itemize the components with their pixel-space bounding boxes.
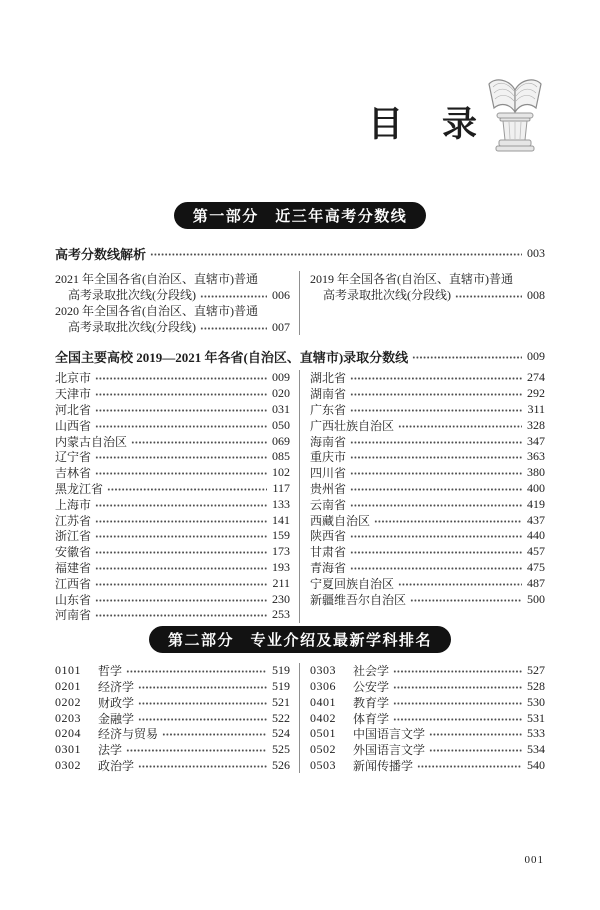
province-row xyxy=(310,591,545,607)
province-row xyxy=(310,370,545,386)
major-code: 0401 xyxy=(310,694,336,709)
dot-leader xyxy=(107,487,267,492)
major-page: 522 xyxy=(272,710,290,725)
dot-leader xyxy=(350,408,522,413)
entry-line1: 2021 年全国各省(自治区、直辖市)普通 xyxy=(55,272,258,286)
dot-leader xyxy=(350,503,522,508)
provinces-block xyxy=(55,370,545,623)
province-name: 云南省 xyxy=(310,497,347,512)
province-name: 宁夏回族自治区 xyxy=(310,576,395,591)
majors-block xyxy=(55,663,545,774)
province-row xyxy=(310,386,545,402)
university-label: 全国主要高校 2019—2021 年各省(自治区、直辖市)录取分数线 xyxy=(55,349,409,365)
province-name: 江西省 xyxy=(55,576,92,591)
province-row xyxy=(55,417,290,433)
major-name: 法学 xyxy=(98,743,123,758)
dot-leader xyxy=(200,294,267,299)
major-row xyxy=(55,758,290,774)
part1-header: 第一部分 近三年高考分数线 xyxy=(174,202,427,229)
province-row xyxy=(55,496,290,512)
major-page: 534 xyxy=(527,742,545,757)
province-name: 山东省 xyxy=(55,592,92,607)
dot-leader xyxy=(350,440,522,445)
province-name: 福建省 xyxy=(55,560,92,575)
province-page: 347 xyxy=(527,433,545,448)
major-name: 外国语言文学 xyxy=(353,743,426,758)
province-name: 陕西省 xyxy=(310,529,347,544)
major-page: 533 xyxy=(527,726,545,741)
dot-leader xyxy=(95,566,267,571)
entry-line2-label: 高考录取批次线(分段线) xyxy=(323,288,451,302)
entry-page: 008 xyxy=(527,288,545,302)
major-row xyxy=(310,663,545,679)
province-row xyxy=(55,465,290,481)
major-code: 0306 xyxy=(310,678,336,693)
province-page: 440 xyxy=(527,528,545,543)
major-name: 哲学 xyxy=(98,664,123,679)
province-page: 253 xyxy=(272,607,290,622)
province-page: 085 xyxy=(272,449,290,464)
province-name: 北京市 xyxy=(55,371,92,386)
province-row xyxy=(310,496,545,512)
toc-entry xyxy=(55,303,290,335)
dot-leader xyxy=(126,748,267,753)
province-page: 009 xyxy=(272,370,290,385)
dot-leader xyxy=(95,503,267,508)
province-name: 湖南省 xyxy=(310,387,347,402)
major-page: 531 xyxy=(527,710,545,725)
province-name: 广西壮族自治区 xyxy=(310,418,395,433)
province-name: 西藏自治区 xyxy=(310,513,371,528)
major-code: 0204 xyxy=(55,726,81,741)
province-row xyxy=(55,544,290,560)
major-row xyxy=(310,742,545,758)
major-row xyxy=(55,726,290,742)
province-page: 211 xyxy=(272,575,290,590)
major-page: 519 xyxy=(272,678,290,693)
province-page: 159 xyxy=(272,528,290,543)
dot-leader xyxy=(138,701,267,706)
major-row xyxy=(55,742,290,758)
dot-leader xyxy=(131,440,267,445)
major-row xyxy=(310,758,545,774)
province-name: 河北省 xyxy=(55,403,92,417)
province-page: 020 xyxy=(272,386,290,401)
province-name: 黑龙江省 xyxy=(55,481,104,496)
province-row xyxy=(55,402,290,418)
province-row xyxy=(310,560,545,576)
province-row xyxy=(55,575,290,591)
dot-leader xyxy=(138,717,267,722)
dot-leader xyxy=(95,392,267,397)
major-code: 0503 xyxy=(310,757,336,772)
dot-leader xyxy=(95,550,267,555)
province-name: 重庆市 xyxy=(310,450,347,465)
major-page: 525 xyxy=(272,742,290,757)
dot-leader xyxy=(95,613,267,618)
major-page: 540 xyxy=(527,757,545,772)
province-name: 山西省 xyxy=(55,418,92,433)
major-name: 财政学 xyxy=(98,695,135,710)
major-code: 0501 xyxy=(310,726,336,741)
university-line xyxy=(55,348,545,364)
dot-leader xyxy=(200,326,267,331)
entry-page: 006 xyxy=(272,288,290,302)
major-code: 0203 xyxy=(55,710,81,725)
major-row xyxy=(55,694,290,710)
province-page: 031 xyxy=(272,401,290,416)
dot-leader xyxy=(95,455,267,460)
province-page: 141 xyxy=(272,512,290,527)
analysis-page: 003 xyxy=(527,245,545,260)
province-row xyxy=(310,575,545,591)
dot-leader xyxy=(393,669,522,674)
majors-right-column xyxy=(300,663,545,774)
province-page: 419 xyxy=(527,496,545,511)
dot-leader xyxy=(350,566,522,571)
province-name: 海南省 xyxy=(310,434,347,449)
province-page: 230 xyxy=(272,591,290,606)
province-row xyxy=(55,607,290,623)
province-page: 069 xyxy=(272,433,290,448)
province-row xyxy=(55,386,290,402)
entry-line1: 2019 年全国各省(自治区、直辖市)普通 xyxy=(310,272,513,286)
dot-leader xyxy=(138,764,267,769)
province-row xyxy=(310,433,545,449)
major-row xyxy=(55,663,290,679)
province-name: 广东省 xyxy=(310,403,347,417)
part2-header: 第二部分 专业介绍及最新学科排名 xyxy=(149,626,451,653)
major-name: 新闻传播学 xyxy=(353,758,414,773)
dot-leader xyxy=(138,685,267,690)
province-name: 新疆维吾尔自治区 xyxy=(310,592,407,607)
major-page: 526 xyxy=(272,757,290,772)
province-page: 193 xyxy=(272,559,290,574)
major-name: 社会学 xyxy=(353,664,390,679)
province-row xyxy=(310,449,545,465)
dot-leader xyxy=(95,424,267,429)
major-row xyxy=(310,726,545,742)
entry-line2 xyxy=(55,319,290,335)
province-row xyxy=(55,560,290,576)
entry-line2 xyxy=(310,287,545,303)
province-name: 天津市 xyxy=(55,387,92,402)
dot-leader xyxy=(393,685,522,690)
batch-left-column xyxy=(55,271,300,335)
province-name: 内蒙古自治区 xyxy=(55,434,128,449)
dot-leader xyxy=(417,764,522,769)
province-page: 311 xyxy=(527,401,545,416)
major-name: 经济与贸易 xyxy=(98,727,159,742)
province-row xyxy=(55,481,290,497)
province-name: 安徽省 xyxy=(55,545,92,560)
province-name: 上海市 xyxy=(55,497,92,512)
dot-leader xyxy=(350,455,522,460)
major-name: 教育学 xyxy=(353,695,390,710)
batch-right-column xyxy=(300,271,545,335)
province-name: 浙江省 xyxy=(55,529,92,544)
major-page: 527 xyxy=(527,663,545,678)
dot-leader xyxy=(350,392,522,397)
province-page: 292 xyxy=(527,386,545,401)
major-name: 金融学 xyxy=(98,711,135,726)
province-name: 青海省 xyxy=(310,560,347,575)
major-name: 政治学 xyxy=(98,758,135,773)
major-name: 体育学 xyxy=(353,711,390,726)
province-page: 274 xyxy=(527,370,545,385)
dot-leader xyxy=(95,534,267,539)
major-name: 经济学 xyxy=(98,679,135,694)
major-page: 528 xyxy=(527,678,545,693)
dot-leader xyxy=(398,424,522,429)
province-row xyxy=(310,512,545,528)
province-row xyxy=(55,512,290,528)
provinces-left-column xyxy=(55,370,300,623)
toc-entry xyxy=(55,271,290,303)
province-row xyxy=(310,402,545,418)
toc-entry xyxy=(310,271,545,303)
major-code: 0502 xyxy=(310,742,336,757)
university-page: 009 xyxy=(527,348,545,363)
province-name: 江苏省 xyxy=(55,513,92,528)
entry-line1: 2020 年全国各省(自治区、直辖市)普通 xyxy=(55,304,258,318)
book-pedestal-icon xyxy=(485,74,545,152)
dot-leader xyxy=(429,732,522,737)
dot-leader xyxy=(150,252,522,257)
analysis-label: 高考分数线解析 xyxy=(55,246,147,262)
toc-title-row xyxy=(55,70,545,148)
dot-leader xyxy=(350,550,522,555)
province-name: 吉林省 xyxy=(55,466,92,481)
dot-leader xyxy=(429,748,522,753)
province-row xyxy=(55,433,290,449)
province-page: 475 xyxy=(527,559,545,574)
dot-leader xyxy=(398,582,522,587)
major-page: 524 xyxy=(272,726,290,741)
major-row xyxy=(310,710,545,726)
province-page: 173 xyxy=(272,544,290,559)
major-row xyxy=(310,679,545,695)
major-name: 公安学 xyxy=(353,679,390,694)
major-row xyxy=(310,694,545,710)
major-page: 519 xyxy=(272,663,290,678)
dot-leader xyxy=(455,294,522,299)
province-name: 辽宁省 xyxy=(55,450,92,465)
dot-leader xyxy=(350,487,522,492)
entry-line2 xyxy=(55,287,290,303)
province-name: 河南省 xyxy=(55,608,92,623)
analysis-line xyxy=(55,245,545,261)
entry-line2-label: 高考录取批次线(分段线) xyxy=(68,288,196,302)
province-page: 050 xyxy=(272,417,290,432)
province-row xyxy=(310,528,545,544)
major-code: 0101 xyxy=(55,663,81,678)
province-page: 133 xyxy=(272,496,290,511)
folio-page-number: 001 xyxy=(524,854,544,866)
major-code: 0402 xyxy=(310,710,336,725)
dot-leader xyxy=(393,701,522,706)
toc-page xyxy=(0,70,600,910)
province-row xyxy=(55,528,290,544)
dot-leader xyxy=(95,582,267,587)
province-page: 117 xyxy=(272,480,290,495)
province-page: 457 xyxy=(527,544,545,559)
dot-leader xyxy=(350,534,522,539)
majors-left-column xyxy=(55,663,300,774)
province-row xyxy=(310,481,545,497)
provinces-right-column xyxy=(300,370,545,623)
dot-leader xyxy=(410,598,522,603)
province-row xyxy=(55,449,290,465)
dot-leader xyxy=(95,408,267,413)
dot-leader xyxy=(393,717,522,722)
major-code: 0202 xyxy=(55,694,81,709)
province-page: 437 xyxy=(527,512,545,527)
dot-leader xyxy=(95,598,267,603)
dot-leader xyxy=(350,376,522,381)
province-page: 500 xyxy=(527,591,545,606)
major-page: 521 xyxy=(272,694,290,709)
province-page: 102 xyxy=(272,465,290,480)
province-name: 贵州省 xyxy=(310,481,347,496)
page-title: 目 录 xyxy=(367,105,479,144)
dot-leader xyxy=(350,471,522,476)
major-page: 530 xyxy=(527,694,545,709)
province-row xyxy=(310,544,545,560)
province-name: 甘肃省 xyxy=(310,545,347,560)
province-page: 380 xyxy=(527,465,545,480)
province-page: 487 xyxy=(527,575,545,590)
major-row xyxy=(55,710,290,726)
major-row xyxy=(55,679,290,695)
province-row xyxy=(55,370,290,386)
dot-leader xyxy=(95,376,267,381)
major-code: 0301 xyxy=(55,742,81,757)
province-row xyxy=(310,465,545,481)
entry-page: 007 xyxy=(272,320,290,334)
province-row xyxy=(310,417,545,433)
entry-line2-label: 高考录取批次线(分段线) xyxy=(68,320,196,334)
dot-leader xyxy=(162,732,267,737)
province-name: 四川省 xyxy=(310,466,347,481)
province-row xyxy=(55,591,290,607)
dot-leader xyxy=(126,669,267,674)
dot-leader xyxy=(412,355,522,360)
dot-leader xyxy=(374,519,522,524)
major-code: 0303 xyxy=(310,663,336,678)
dot-leader xyxy=(95,471,267,476)
province-name: 湖北省 xyxy=(310,371,347,386)
major-name: 中国语言文学 xyxy=(353,727,426,742)
province-page: 363 xyxy=(527,449,545,464)
province-page: 328 xyxy=(527,417,545,432)
province-page: 400 xyxy=(527,480,545,495)
major-code: 0201 xyxy=(55,678,81,693)
major-code: 0302 xyxy=(55,757,81,772)
dot-leader xyxy=(95,519,267,524)
batch-lines-block xyxy=(55,271,545,335)
